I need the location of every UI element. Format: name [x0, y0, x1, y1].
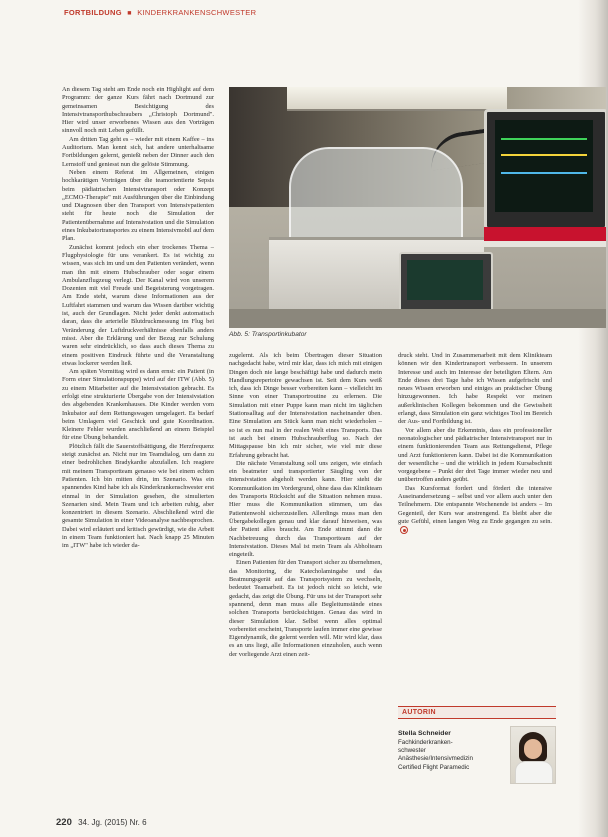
running-head	[64, 8, 256, 17]
ceiling-lamp	[287, 87, 507, 111]
red-stripe	[484, 227, 606, 241]
credential-line: Fachkinderkranken-	[398, 739, 453, 746]
control-panel	[399, 252, 493, 312]
paragraph: Zunächst kommt jedoch ein eher trockenes Thema – Flugphysiologie für uns verankert. Es ist wichtig zu wissen, was sich im und um den Patienten verändert, wenn man ihn mit einem Hubschrauber oder sogar einem Ambulanzflugzeug verlegt. Der Kanal wird von unserem Dozenten mit viel Freude und Begeisterung vorgetragen. Am Ende steht, warum diese Informationen aus der Luftfahrt stammen und warum das Wissen darüber wichtig ist, auch der Grundlagen. Nicht jeder denkt automatisch daran, dass die arterielle Blutdruckmessung im Flug bei Veränderung der Luftdruckverhältnisse ebenfalls anders misst. Aber die Erklärung und der Bezug zur Schulung waren sehr eindrücklich, so dass auch dieses Thema zu einem positiven Eindruck führte und die Veranstaltung etwas lockerer werden ließ.	[62, 243, 214, 367]
end-of-article-icon	[400, 526, 408, 534]
paragraph: Einen Patienten für den Transport sicher zu übernehmen, das Monitoring, die Katecholamingabe und das Beatmungsgerät auf das Transportsystem zu wechseln, bedeutet Teamarbeit. Es ist jedoch nicht so leicht, wie gedacht, das zeigt die Übung. Für uns ist der Transport sehr spannend, denn man muss alle Begleitumstände eines solchen Transports berücksichtigen. Genau das wird in dieser Simulation klar. Selbst wenn alles optimal vorbereitet erscheint, Transporte laufen immer eine gewisse Eigendynamik, die gelernt werden will. Mir wird klar, dass es an uns liegt, alle Informationen einzuholen, auch wenn der vorliegende Arzt einen zeit-	[229, 559, 382, 658]
credential-line: Certified Flight Paramedic	[398, 763, 470, 771]
running-head-topic: KINDERKRANKENSCHWESTER	[137, 8, 257, 17]
paragraph: Plötzlich fällt die Sauerstoffsättigung, die Herzfrequenz steigt zunächst an. Nicht nur im Teamdialog, um dann zu einer bedrohlichen Bradykardie abzufallen. Ich reagiere mit meinem Transportteam genauso wie bei einem echten Patienten. Ich bin mitten drin, im Szenario. Was ein spannendes Kind habe ich als Kinderkrankenschwester erst einmal in der Simulation gesehen, die simulierten Szenarien sind. Mein Team und ich arbeiten ruhig, aber konzentriert in diesem Szenario. Abschließend wird die gesamte Simulation in einer Videoanalyse nachbesprochen. Dabei wird erläutert und kritisch gewürdigt, wie die Arbeit in einem Team funktioniert hat. Nach knapp 25 Minuten im „ITW" habe ich wieder da-	[62, 442, 214, 550]
author-heading: AUTORIN	[398, 706, 556, 719]
incubator-hood	[289, 147, 463, 246]
author-portrait	[510, 726, 556, 784]
credential-line: Anästhesie/Intensivmedizin	[398, 755, 473, 763]
photo-caption: Abb. 5: Transportinkubator	[229, 331, 307, 338]
section-marker-icon: ■	[127, 10, 132, 17]
paragraph	[398, 485, 552, 535]
paragraph: druck steht. Und in Zusammenarbeit mit dem Klinikteam können wir den Kindertransport verbessern. In unserem Interesse und auch im Interesse der beteiligten Eltern. Am Ende dieses drei Tage habe ich Wissen aufgefrischt und neues Wissen erworben und einiges an praktischer Übung hinzugewonnen. Ich habe Respekt vor meinen außerklinischen Kollegen bekommen und die Gewissheit erlangt, dass Simulation ein ganz wichtiges Tool im Bereich der Aus- und Fortbildung ist.	[398, 352, 552, 426]
folio	[56, 817, 147, 828]
author-name: Stella Schneider	[398, 730, 451, 737]
incubator-photo	[229, 87, 606, 328]
page-number: 220	[56, 817, 72, 828]
closing-paragraph: Das Kursformat fordert und fördert die intensive Auseinandersetzung – selbst und vor allem auch unter den Teilnehmern. Die entspannte Wochenende ist anders – Im Gegenteil, der Kurs war anstrengend. Es bleibt aber die gute Gefühl, einen langen Weg zu Ende gegangen zu sein.	[398, 484, 552, 525]
author-box	[398, 706, 556, 826]
text-column-1	[62, 86, 214, 551]
text-column-2	[229, 352, 382, 659]
paragraph: An diesem Tag steht am Ende noch ein Highlight auf dem Programm: der ganze Kurs fährt nach Dortmund zur gemeinsamen Besichtigung des Intensivtransporthubschraubers „Christoph Dortmund". Hier wird unser erworbenes Wissen aus den Vorträgen sinnvoll noch mit Leben gefüllt.	[62, 86, 214, 135]
paragraph: Neben einem Referat im Allgemeinen, einigen hochkarätigen Vorträgen über die teamorientierte Sepsis beim pädiatrischen Intensivtransport oder Konzept „ECMO-Therapie" mit Ausführungen über die Einbindung und Diagnosen über den Transport von Intensivpatienten steht für heute noch die Simulation der Patientenübernahme auf Intensivstation und die Simulation eines Inkubatortransportes zu einem Intensivmobil auf dem Plan.	[62, 168, 214, 243]
paragraph: Am späten Vormittag wird es dann ernst: ein Patient (in Form einer Simulationspuppe) wird auf der ITW (Abb. 5) zu einem Mitarbeiter auf die Intensivstation gebracht. Es erfolgt eine strukturierte Übergabe von der Intensivstation des abgebenden Krankenhauses. Die Kinder werden vom Inkubator auf dem Rettungswagen umgelagert. Es bedarf beim Umlagern viel Geschick und gute Koordination. Kleinere Fehler wurden anschließend an einem Beispiel für eine Übung behandelt.	[62, 368, 214, 442]
paragraph: Vor allem aber die Erkenntnis, dass ein professioneller neonatologischer und pädiatrischer Intensivtransport nur in einem funktionierenden Team aus Rettungsdienst, Pflege und Arzt funktionieren kann. Dabei ist die Kommunikation der wesentliche – und die wirklich in jedem Kursabschnitt vorgegebene – Punkt der drei Tage immer wieder neu und unübertroffen anders geübt.	[398, 426, 552, 484]
running-head-section: FORTBILDUNG	[64, 8, 122, 17]
patient-monitor	[484, 109, 606, 230]
issue-info: 34. Jg. (2015) Nr. 6	[78, 818, 147, 827]
paragraph: Am dritten Tag geht es – wieder mit einem Kaffee – ins Auditorium. Man kennt sich, hat andere unterhaltsame Fortbildungen gelernt, genießt neben der Dinner auch den Lernstoff und geniesst nun die gelöste Stimmung.	[62, 135, 214, 168]
text-column-3	[398, 352, 552, 535]
author-credentials	[398, 739, 506, 772]
paragraph: zugelernt. Als ich beim Übertragen dieser Situation nachgedacht habe, wird mir klar, dass ich mich mit einigen Dingen doch nie lange beschäftigt habe und dadurch mein Handlungsrepertoire gewachsen ist. Seit dem Kurs weiß ich, dass ich Dinge besser vorbereiten kann – vielleicht im Sinne von einer Transportroutine zu erlernen. Die Simulation mit einer Puppe kann man nicht im täglichen Stationsalltag auf der Intensivstation nacheinander üben. Eine Simulation am Stück kann man nicht wiederholen – so ist es nun mal in der realen Welt eines Transports. Das ist auch bei einem Hubschrauberflug so. Nach der Mittagspause bin ich mir sicher, wie viel mir diese Erfahrung gebracht hat.	[229, 352, 382, 459]
credential-line: schwester	[398, 747, 426, 755]
paragraph: Die nächste Veranstaltung soll uns zeigen, wie einfach ein beatmeter und transportierter Säugling von der Intensivstation abgeholt werden kann. Hier steht die Kommunikation im Vordergrund, ohne dass das Klinikteam des Transports Rücksicht auf die Situation nehmen muss. Hier muss die Kommunikation stimmen, um das Patientenwohl sicherzustellen. Allerdings muss man den Übergabekollegen genau und klar darauf hinweisen, was der Patient alles braucht. Am Ende stimmt dann die Nachbetreuung durch das Transportteam auf der Intensivstation. Dieses Mal ist mein Team als Abholteam eingeteilt.	[229, 459, 382, 559]
